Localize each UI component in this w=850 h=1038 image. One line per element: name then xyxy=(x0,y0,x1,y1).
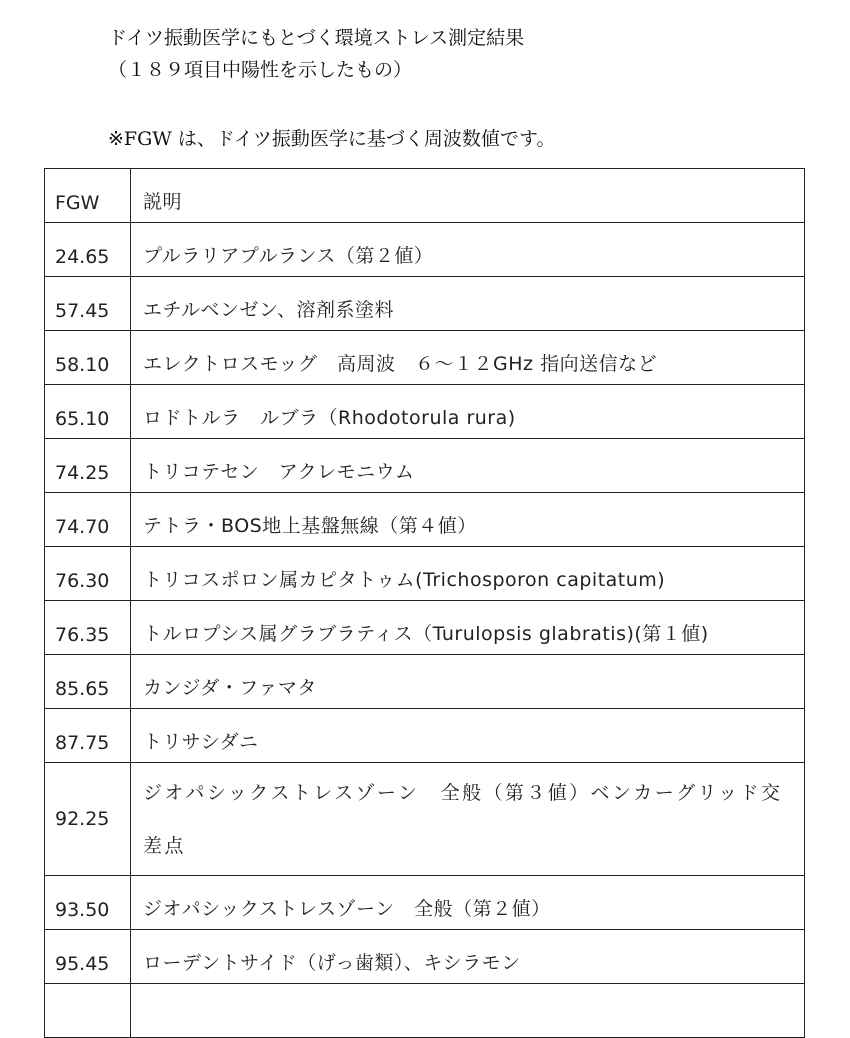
description-column-header: 説明 xyxy=(131,169,805,223)
fgw-cell: 85.65 xyxy=(45,655,131,709)
fgw-note: ※FGW は、ドイツ振動医学に基づく周波数値です。 xyxy=(108,128,556,150)
table-row xyxy=(45,601,805,655)
fgw-cell: 65.10 xyxy=(45,385,131,439)
table-row xyxy=(45,876,805,930)
document-subtitle: （１８９項目中陽性を示したもの） xyxy=(108,59,413,81)
fgw-cell: 76.30 xyxy=(45,547,131,601)
fgw-cell: 74.70 xyxy=(45,493,131,547)
fgw-cell: 92.25 xyxy=(45,763,131,876)
description-cell: ローデントサイド（げっ歯類）、キシラモン xyxy=(131,930,805,984)
fgw-cell: 95.45 xyxy=(45,930,131,984)
table-row-partial xyxy=(45,984,805,1038)
description-cell: トリサシダニ xyxy=(131,709,805,763)
table-row xyxy=(45,277,805,331)
table-row xyxy=(45,331,805,385)
table-row xyxy=(45,930,805,984)
document-header xyxy=(108,22,524,86)
fgw-cell: 57.45 xyxy=(45,277,131,331)
description-cell: エレクトロスモッグ 高周波 ６～１２GHz 指向送信など xyxy=(131,331,805,385)
fgw-cell: 87.75 xyxy=(45,709,131,763)
description-cell: プルラリアプルランス（第２値） xyxy=(131,223,805,277)
table-row xyxy=(45,439,805,493)
description-cell: ジオパシックストレスゾーン 全般（第２値） xyxy=(131,876,805,930)
fgw-cell: 58.10 xyxy=(45,331,131,385)
description-cell: ロドトルラ ルブラ（Rhodotorula rura) xyxy=(131,385,805,439)
results-table xyxy=(44,168,805,1038)
table-row xyxy=(45,385,805,439)
table-row xyxy=(45,655,805,709)
table-row xyxy=(45,547,805,601)
table-row xyxy=(45,493,805,547)
description-cell: トリコスポロン属カピタトゥム(Trichosporon capitatum) xyxy=(131,547,805,601)
description-cell xyxy=(131,984,805,1038)
fgw-cell: 93.50 xyxy=(45,876,131,930)
description-cell: ジオパシックストレスゾーン 全般（第３値）ベンカーグリッド交差点 xyxy=(131,763,805,876)
fgw-cell: 74.25 xyxy=(45,439,131,493)
description-cell: トルロプシス属グラブラティス（Turulopsis glabratis)(第１値) xyxy=(131,601,805,655)
description-cell: カンジダ・ファマタ xyxy=(131,655,805,709)
fgw-cell: 76.35 xyxy=(45,601,131,655)
description-cell: トリコテセン アクレモニウム xyxy=(131,439,805,493)
table-row xyxy=(45,709,805,763)
document-title: ドイツ振動医学にもとづく環境ストレス測定結果 xyxy=(108,27,525,49)
description-cell: テトラ・BOS地上基盤無線（第４値） xyxy=(131,493,805,547)
table-row xyxy=(45,763,805,876)
fgw-cell: 24.65 xyxy=(45,223,131,277)
table-row xyxy=(45,223,805,277)
table-header-row xyxy=(45,169,805,223)
fgw-cell xyxy=(45,984,131,1038)
description-cell: エチルベンゼン、溶剤系塗料 xyxy=(131,277,805,331)
fgw-column-header: FGW xyxy=(45,169,131,223)
